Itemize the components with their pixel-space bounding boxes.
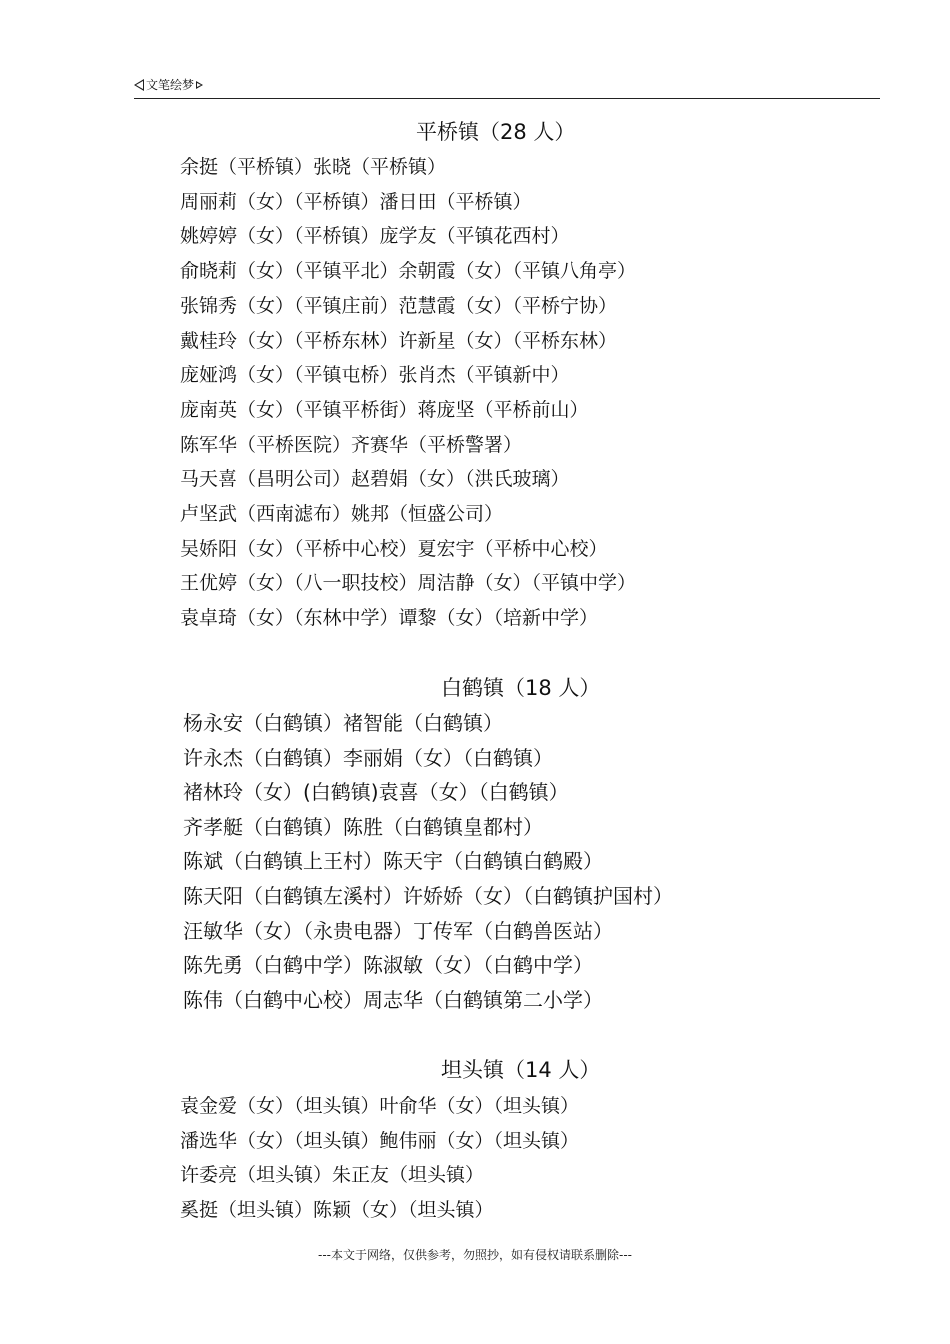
list-item: 张锦秀（女）（平镇庄前）范慧霞（女）（平桥宁协）: [180, 294, 618, 317]
list-item: 卢坚武（西南滤布）姚邦（恒盛公司）: [180, 503, 504, 526]
list-item: 齐孝艇（白鹤镇）陈胜（白鹤镇皇都村）: [183, 814, 543, 839]
list-item: 周丽莉（女）（平桥镇）潘日田（平桥镇）: [180, 190, 532, 213]
section-title-pingqiao: 平桥镇（28 人）: [416, 120, 576, 144]
list-item: 许永杰（白鹤镇）李丽娟（女）（白鹤镇）: [183, 745, 553, 770]
section-title-tantou: 坦头镇（14 人）: [441, 1058, 601, 1082]
header-brand: [134, 76, 203, 94]
list-item: 王优婷（女）（八一职技校）周洁静（女）（平镇中学）: [180, 572, 637, 595]
list-item: 陈伟（白鹤中心校）周志华（白鹤镇第二小学）: [183, 987, 603, 1012]
list-item: 潘选华（女）（坦头镇）鲍伟丽（女）（坦头镇）: [180, 1129, 580, 1152]
list-item: 马天喜（昌明公司）赵碧娟（女）（洪氏玻璃）: [180, 468, 570, 491]
section-list-tantou: [180, 1089, 579, 1228]
list-item: 庞南英（女）（平镇平桥街）蒋庞坚（平桥前山）: [180, 398, 589, 421]
section-list-pingqiao: [180, 150, 636, 636]
list-item: 陈天阳（白鹤镇左溪村）许娇娇（女）（白鹤镇护国村）: [183, 883, 673, 908]
list-item: 褚林玲（女）(白鹤镇)袁喜（女）（白鹤镇）: [183, 780, 569, 805]
list-item: 袁金爱（女）（坦头镇）叶俞华（女）（坦头镇）: [180, 1095, 580, 1117]
list-item: 陈斌（白鹤镇上王村）陈天宇（白鹤镇白鹤殿）: [183, 849, 603, 874]
list-item: 戴桂玲（女）（平桥东林）许新星（女）（平桥东林）: [180, 329, 618, 352]
page-header: [134, 76, 880, 99]
triangle-right-icon: [196, 81, 203, 89]
list-item: 姚婷婷（女）（平桥镇）庞学友（平镇花西村）: [180, 225, 570, 248]
list-item: 汪敏华（女）（永贵电器）丁传军（白鹤兽医站）: [183, 918, 613, 943]
list-item: 奚挺（坦头镇）陈颖（女）（坦头镇）: [180, 1199, 494, 1222]
list-item: 杨永安（白鹤镇）褚智能（白鹤镇）: [183, 711, 503, 735]
section-list-baihe: [183, 706, 673, 1017]
list-item: 余挺（平桥镇）张晓（平桥镇）: [180, 156, 447, 178]
triangle-left-icon: [134, 79, 144, 91]
list-item: 袁卓琦（女）（东林中学）谭黎（女）（培新中学）: [180, 607, 599, 630]
page-footer: ---本文于网络，仅供参考，勿照抄，如有侵权请联系删除---: [318, 1248, 632, 1262]
section-title-baihe: 白鹤镇（18 人）: [441, 676, 601, 700]
header-brand-text: 文笔绘梦: [146, 78, 195, 92]
list-item: 许委亮（坦头镇）朱正友（坦头镇）: [180, 1164, 485, 1187]
list-item: 俞晓莉（女）（平镇平北）余朝霞（女）（平镇八角亭）: [180, 260, 637, 283]
list-item: 陈军华（平桥医院）齐赛华（平桥警署）: [180, 433, 523, 456]
list-item: 庞娅鸿（女）（平镇屯桥）张肖杰（平镇新中）: [180, 364, 570, 387]
list-item: 吴娇阳（女）（平桥中心校）夏宏宇（平桥中心校）: [180, 537, 608, 560]
list-item: 陈先勇（白鹤中学）陈淑敏（女）（白鹤中学）: [183, 953, 593, 978]
